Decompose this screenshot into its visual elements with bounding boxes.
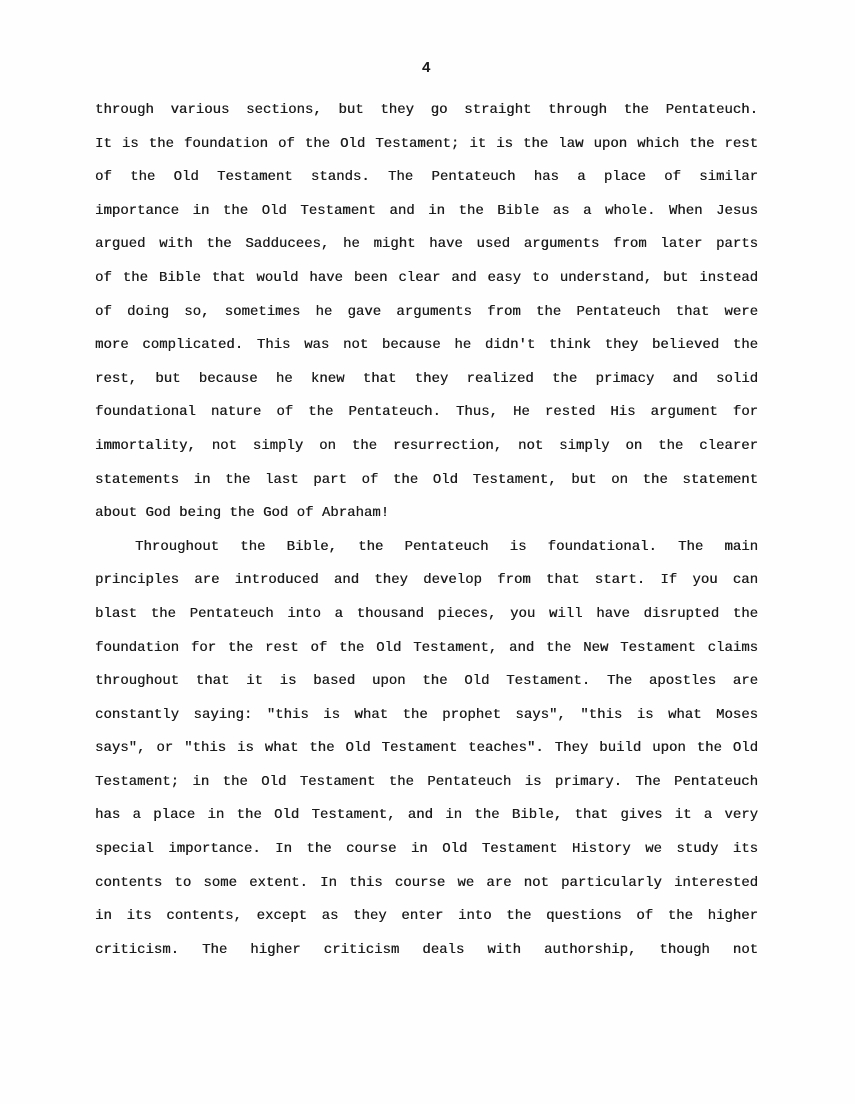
page-body [95,94,758,967]
page-number: 4 [421,60,432,77]
text-line: throughout that it is based upon the Old Testament. The apostles are [95,673,758,690]
text-line: of doing so, sometimes he gave arguments from the Pentateuch that were [95,303,758,320]
text-line: foundation for the rest of the Old Testament, and the New Testament claims [95,639,758,656]
text-line: constantly saying: "this is what the prophet says", "this is what Moses [95,706,758,723]
text-line: principles are introduced and they develop from that start. If you can [95,572,758,589]
text-line: Throughout the Bible, the Pentateuch is foundational. The main [135,538,758,555]
text-line: statements in the last part of the Old Testament, but on the statement [95,471,758,488]
text-line: argued with the Sadducees, he might have used arguments from later parts [95,236,758,253]
text-line: criticism. The higher criticism deals with authorship, though not [95,941,758,958]
text-line: immortality, not simply on the resurrection, not simply on the clearer [95,437,758,454]
text-line: blast the Pentateuch into a thousand pieces, you will have disrupted the [95,605,758,622]
text-line: about God being the God of Abraham! [95,505,390,522]
text-line: rest, but because he knew that they realized the primacy and solid [95,370,758,387]
text-line: of the Bible that would have been clear and easy to understand, but instead [95,269,758,286]
text-line: says", or "this is what the Old Testament teaches". They build upon the Old [95,740,758,757]
text-line: Testament; in the Old Testament the Pentateuch is primary. The Pentateuch [95,773,758,790]
text-line: in its contents, except as they enter into the questions of the higher [95,908,758,925]
text-line: contents to some extent. In this course we are not particularly interested [95,874,758,891]
text-line: has a place in the Old Testament, and in the Bible, that gives it a very [95,807,758,824]
text-line: It is the foundation of the Old Testament; it is the law upon which the rest [95,135,758,152]
text-line: importance in the Old Testament and in the Bible as a whole. When Jesus [95,202,758,219]
text-line: foundational nature of the Pentateuch. Thus, He rested His argument for [95,404,758,421]
text-line: through various sections, but they go straight through the Pentateuch. [95,102,758,118]
text-line: special importance. In the course in Old Testament History we study its [95,841,758,858]
text-line: of the Old Testament stands. The Pentateuch has a place of similar [95,169,758,186]
text-line: more complicated. This was not because he didn't think they believed the [95,337,758,354]
